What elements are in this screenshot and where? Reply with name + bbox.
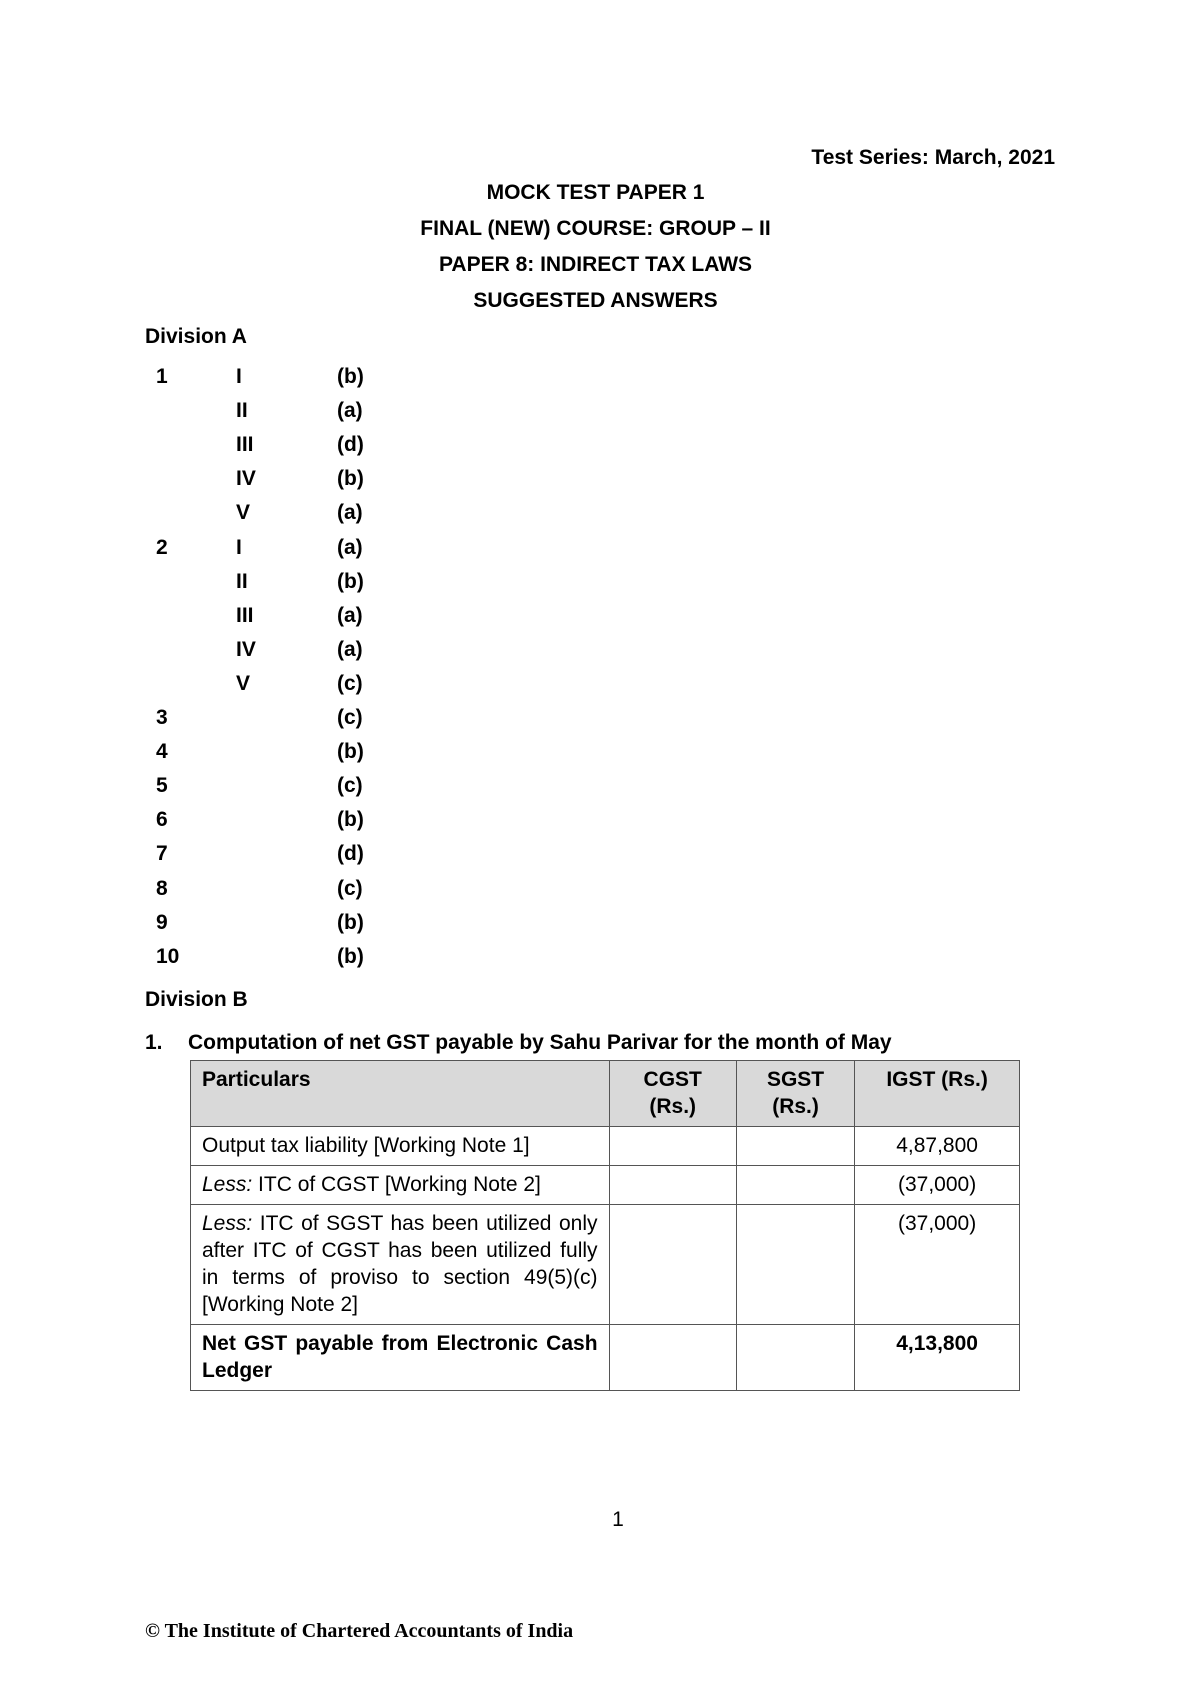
suggested-answers-title: SUGGESTED ANSWERS — [473, 289, 718, 312]
header-sgst: SGST (Rs.) — [736, 1061, 854, 1127]
answer-option: (c) — [337, 706, 363, 729]
question-title: Computation of net GST payable by Sahu Parivar for the month of May — [188, 1031, 892, 1054]
total-cgst — [609, 1325, 736, 1391]
answer-option: (b) — [337, 365, 364, 388]
question-heading — [145, 1031, 892, 1055]
answer-option: (b) — [337, 570, 364, 593]
answer-question-number: 10 — [156, 945, 180, 968]
footer-copyright: © The Institute of Chartered Accountants of India — [145, 1620, 574, 1642]
row-text: Output tax liability [Working Note 1] — [202, 1134, 530, 1157]
table-row — [191, 1127, 1020, 1166]
answer-subpart: IV — [236, 638, 256, 661]
answer-option: (c) — [337, 774, 363, 797]
division-a-label: Division A — [145, 325, 247, 348]
table-row — [191, 1205, 1020, 1325]
paper-title: MOCK TEST PAPER 1 — [486, 181, 705, 204]
answer-option: (a) — [337, 501, 363, 524]
paper-subject: PAPER 8: INDIRECT TAX LAWS — [438, 253, 753, 276]
test-series-label: Test Series: March, 2021 — [811, 146, 1055, 169]
row-text: ITC of CGST [Working Note 2] — [252, 1173, 541, 1196]
row-text: ITC of SGST has been utilized only after ITC of CGST has been utilized fully in terms of proviso to section 49(5)(c) [Working Note 2] — [202, 1212, 598, 1316]
answer-subpart: II — [236, 399, 248, 422]
answer-question-number: 8 — [156, 877, 168, 900]
answer-question-number: 3 — [156, 706, 168, 729]
header-cgst: CGST (Rs.) — [609, 1061, 736, 1127]
answer-question-number: 4 — [156, 740, 168, 763]
table-row — [191, 1166, 1020, 1205]
row-igst: (37,000) — [855, 1166, 1020, 1205]
row-sgst — [736, 1166, 854, 1205]
total-igst: 4,13,800 — [855, 1325, 1020, 1391]
answer-subpart: II — [236, 570, 248, 593]
less-label: Less: — [202, 1212, 253, 1235]
answer-option: (a) — [337, 638, 363, 661]
answer-question-number: 1 — [156, 365, 168, 388]
answer-option: (a) — [337, 604, 363, 627]
answer-question-number: 2 — [156, 536, 168, 559]
answer-option: (b) — [337, 808, 364, 831]
header-igst: IGST (Rs.) — [855, 1061, 1020, 1127]
answer-subpart: I — [236, 536, 242, 559]
answer-question-number: 5 — [156, 774, 168, 797]
course-title: FINAL (NEW) COURSE: GROUP – II — [420, 217, 771, 240]
answer-option: (b) — [337, 740, 364, 763]
row-igst: (37,000) — [855, 1205, 1020, 1325]
row-cgst — [609, 1166, 736, 1205]
header-particulars: Particulars — [191, 1061, 610, 1127]
total-row — [191, 1325, 1020, 1391]
question-number: 1. — [145, 1031, 163, 1054]
table-header-row — [191, 1061, 1020, 1127]
answer-option: (b) — [337, 467, 364, 490]
answer-question-number: 9 — [156, 911, 168, 934]
row-sgst — [736, 1205, 854, 1325]
total-sgst — [736, 1325, 854, 1391]
row-particulars — [191, 1205, 610, 1325]
answer-subpart: IV — [236, 467, 256, 490]
answer-option: (b) — [337, 945, 364, 968]
answer-question-number: 7 — [156, 842, 168, 865]
page-number: 1 — [612, 1508, 624, 1531]
answer-option: (c) — [337, 877, 363, 900]
answer-option: (c) — [337, 672, 363, 695]
row-cgst — [609, 1205, 736, 1325]
row-particulars — [191, 1166, 610, 1205]
answer-option: (a) — [337, 536, 363, 559]
total-particulars: Net GST payable from Electronic Cash Ledger — [191, 1325, 610, 1391]
row-sgst — [736, 1127, 854, 1166]
answer-option: (a) — [337, 399, 363, 422]
gst-computation-table — [190, 1060, 1020, 1391]
answer-subpart: V — [236, 672, 251, 695]
row-igst: 4,87,800 — [855, 1127, 1020, 1166]
row-particulars — [191, 1127, 610, 1166]
answer-subpart: III — [236, 433, 254, 456]
answer-subpart: III — [236, 604, 254, 627]
division-b-label: Division B — [145, 988, 248, 1011]
less-label: Less: — [202, 1173, 253, 1196]
row-cgst — [609, 1127, 736, 1166]
answer-subpart: I — [236, 365, 242, 388]
answer-option: (d) — [337, 433, 364, 456]
answer-option: (b) — [337, 911, 364, 934]
answer-option: (d) — [337, 842, 364, 865]
answer-subpart: V — [236, 501, 251, 524]
answer-question-number: 6 — [156, 808, 168, 831]
